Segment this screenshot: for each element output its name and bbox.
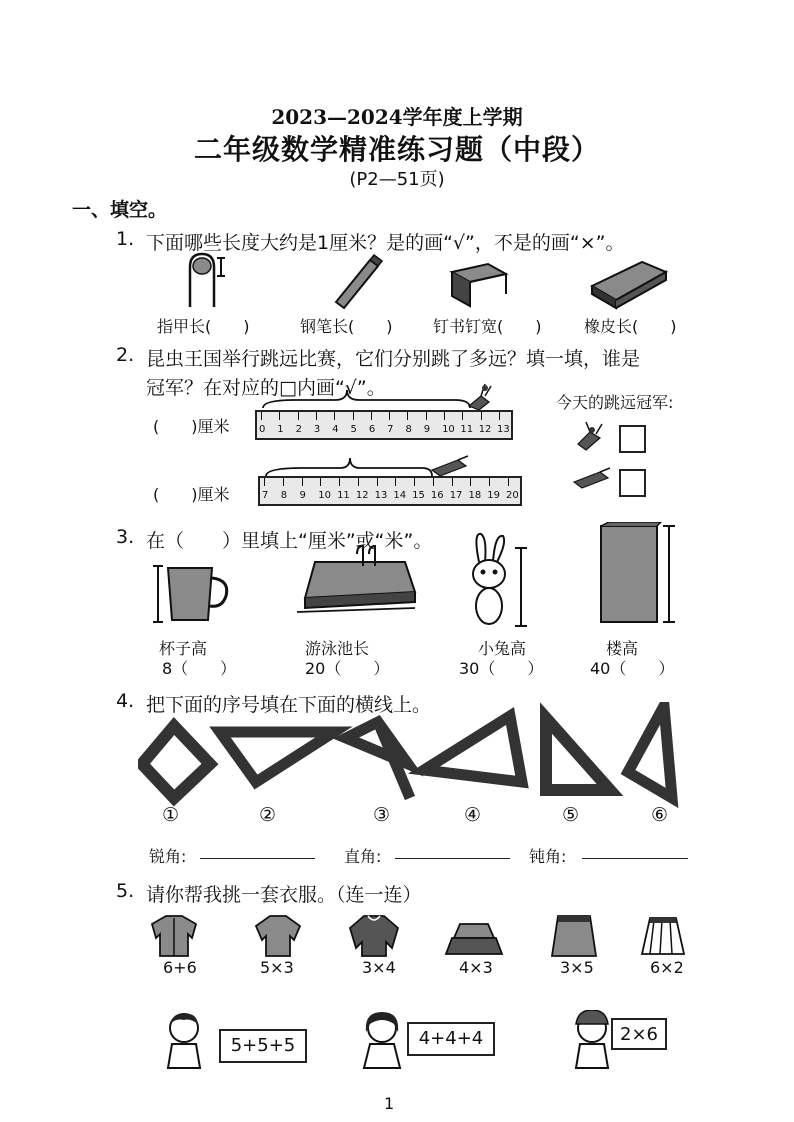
q4-num-1: ①	[162, 804, 180, 826]
ruler-tick-mark	[414, 478, 415, 486]
rabbit-icon	[473, 534, 527, 626]
ruler-tick-label: 5	[350, 424, 357, 435]
ruler-tick-label: 16	[430, 490, 444, 501]
ruler-tick-mark	[462, 412, 463, 420]
q2-number: 2.	[116, 344, 135, 366]
ruler-tick-label: 13	[374, 490, 388, 501]
set-square-1	[142, 726, 210, 798]
ruler-tick-label: 8	[280, 490, 288, 501]
ruler-tick-mark	[489, 478, 490, 486]
obtuse-label: 钝角:	[529, 847, 567, 866]
ruler-tick-label: 12	[355, 490, 369, 501]
coat-icon	[256, 916, 300, 956]
pen-icon	[336, 255, 382, 308]
kid-eq-box-3: 2×6	[611, 1018, 667, 1050]
q1-illustrations	[180, 252, 680, 314]
page-title: 二年级数学精准练习题（中段）	[193, 133, 600, 166]
ruler-tick-mark	[395, 478, 396, 486]
kid-eq-box-1: 5+5+5	[219, 1029, 307, 1063]
ruler-tick-label: 19	[487, 490, 500, 501]
q3-value-pool: 20（ ）	[305, 659, 390, 678]
q3-label-cup: 杯子高	[159, 639, 208, 658]
ruler-tick-mark	[264, 478, 265, 486]
q4-text: 把下面的序号填在下面的横线上。	[146, 694, 432, 716]
ruler-1	[255, 410, 513, 440]
q1-number: 1.	[116, 228, 135, 250]
ruler-tick-mark	[426, 412, 427, 420]
q4-num-6: ⑥	[651, 804, 669, 826]
champion-checkbox-2[interactable]	[619, 469, 646, 497]
ruler-tick-mark	[444, 412, 445, 420]
ruler-tick-mark	[407, 412, 408, 420]
ruler-tick-mark	[499, 412, 500, 420]
ruler-2	[258, 476, 522, 506]
page-number: 1	[384, 1094, 395, 1113]
q1-item-nail: 指甲长( )	[157, 317, 250, 336]
q5-clothes	[146, 912, 686, 960]
clothes-eq-4: 4×3	[459, 958, 493, 977]
cricket-icon	[432, 456, 468, 476]
ruler-tick-mark	[481, 412, 482, 420]
ruler-tick-label: 8	[405, 424, 412, 435]
year-term: 2023—2024学年度上学期	[271, 105, 523, 129]
ruler-tick-mark	[389, 412, 390, 420]
ruler-tick-mark	[470, 478, 471, 486]
q3-label-pool: 游泳池长	[305, 639, 370, 658]
ruler-tick-mark	[339, 478, 340, 486]
q5-text: 请你帮我挑一套衣服。（连一连）	[146, 884, 422, 906]
ruler-tick-mark	[302, 478, 303, 486]
clothes-eq-3: 3×4	[362, 958, 396, 977]
ruler-tick-label: 11	[460, 424, 474, 435]
ruler-tick-label: 1	[277, 424, 284, 435]
q1-item-eraser: 橡皮长( )	[584, 317, 677, 336]
ruler-tick-mark	[261, 412, 262, 420]
ruler-tick-label: 3	[313, 424, 321, 435]
cricket-icon	[574, 468, 610, 488]
q3-text: 在（ ）里填上“厘米”或“米”。	[146, 530, 433, 552]
q3-value-building: 40（ ）	[590, 659, 675, 678]
ruler1-brace	[255, 380, 515, 410]
ruler-tick-label: 0	[259, 424, 266, 435]
q3-illustrations	[150, 522, 690, 632]
clothes-eq-6: 6×2	[650, 958, 684, 977]
q5-number: 5.	[116, 880, 135, 902]
skirt-pleated-icon	[642, 918, 684, 954]
ruler-tick-mark	[279, 412, 280, 420]
ruler-tick-label: 13	[497, 424, 510, 435]
ruler-tick-mark	[377, 478, 378, 486]
ruler-tick-mark	[298, 412, 299, 420]
set-square-3	[346, 722, 410, 798]
staple-icon	[452, 264, 506, 306]
champion-insects	[572, 420, 612, 500]
grasshopper-icon	[469, 384, 491, 410]
set-square-5	[546, 718, 610, 790]
grasshopper-icon	[578, 422, 602, 450]
ruler-tick-label: 14	[393, 490, 407, 501]
section-heading: 一、填空。	[72, 199, 168, 221]
sweater-icon	[350, 916, 398, 956]
ruler-tick-label: 20	[506, 490, 519, 501]
q1-text: 下面哪些长度大约是1厘米？是的画“√”，不是的画“×”。	[146, 232, 625, 254]
q4-number: 4.	[116, 690, 135, 712]
ruler-tick-label: 17	[449, 490, 463, 501]
clothes-eq-1: 6+6	[163, 958, 197, 977]
q4-num-4: ④	[464, 804, 482, 826]
obtuse-answer-line[interactable]	[582, 858, 688, 859]
ruler-tick-label: 7	[262, 490, 269, 501]
ruler-tick-label: 10	[442, 424, 455, 435]
eraser-icon	[592, 262, 666, 308]
girl-icon	[364, 1012, 400, 1068]
q2-text-line2: 冠军？在对应的□内画“√”。	[146, 377, 386, 399]
ruler2-brace	[262, 452, 522, 478]
ruler-tick-label: 18	[468, 490, 482, 501]
ruler-tick-label: 10	[318, 490, 332, 501]
ruler-tick-mark	[371, 412, 372, 420]
ruler-tick-mark	[452, 478, 453, 486]
jacket-icon	[152, 916, 196, 956]
q4-triangles	[138, 702, 698, 810]
ruler-tick-mark	[334, 412, 335, 420]
q2-answer-2: ( )厘米	[153, 485, 230, 504]
q3-value-cup: 8（ ）	[162, 659, 237, 678]
set-square-4	[424, 716, 522, 782]
ruler-tick-mark	[320, 478, 321, 486]
skirt-ruffle-icon	[446, 924, 502, 954]
boy-icon	[168, 1014, 200, 1068]
q4-num-2: ②	[259, 804, 277, 826]
page-range: (P2—51页)	[349, 169, 445, 190]
ruler-tick-label: 2	[295, 424, 302, 435]
ruler-tick-label: 12	[478, 424, 492, 435]
kid-eq-box-2: 4+4+4	[407, 1022, 495, 1056]
ruler-tick-label: 15	[412, 490, 425, 501]
q2-text-line1: 昆虫王国举行跳远比赛，它们分别跳了多远？填一填，谁是	[146, 348, 641, 370]
acute-label: 锐角:	[149, 847, 187, 866]
ruler-tick-mark	[316, 412, 317, 420]
ruler-tick-label: 11	[337, 490, 350, 501]
q3-label-rabbit: 小兔高	[478, 639, 527, 658]
q1-item-pen: 钢笔长( )	[300, 317, 393, 336]
finger-icon	[190, 254, 225, 307]
q1-item-staple: 钉书钉宽( )	[433, 317, 542, 336]
q3-number: 3.	[116, 526, 135, 548]
pool-icon	[297, 546, 415, 612]
ruler-tick-mark	[283, 478, 284, 486]
ruler-tick-mark	[358, 478, 359, 486]
clothes-eq-2: 5×3	[260, 958, 294, 977]
ruler-tick-mark	[353, 412, 354, 420]
acute-answer-line[interactable]	[200, 858, 315, 859]
q3-label-building: 楼高	[606, 639, 639, 658]
ruler-tick-mark	[508, 478, 509, 486]
ruler-tick-label: 9	[423, 424, 431, 435]
q2-answer-1: ( )厘米	[153, 417, 230, 436]
q4-num-5: ⑤	[562, 804, 580, 826]
right-angle-answer-line[interactable]	[395, 858, 510, 859]
set-square-6	[628, 706, 672, 798]
q3-value-rabbit: 30（ ）	[459, 659, 544, 678]
champion-label: 今天的跳远冠军:	[556, 393, 674, 412]
building-icon	[601, 522, 675, 622]
cup-icon	[153, 566, 227, 622]
skirt-patterned-icon	[552, 916, 596, 956]
ruler-tick-mark	[433, 478, 434, 486]
ruler-tick-label: 6	[368, 424, 376, 435]
q4-num-3: ③	[373, 804, 391, 826]
ruler-tick-label: 9	[299, 490, 306, 501]
ruler-tick-label: 4	[332, 424, 339, 435]
champion-checkbox-1[interactable]	[619, 425, 646, 453]
right-angle-label: 直角:	[344, 847, 382, 866]
set-square-2	[220, 732, 334, 782]
clothes-eq-5: 3×5	[560, 958, 594, 977]
ruler-tick-label: 7	[387, 424, 394, 435]
child-cap-icon	[576, 1010, 608, 1068]
